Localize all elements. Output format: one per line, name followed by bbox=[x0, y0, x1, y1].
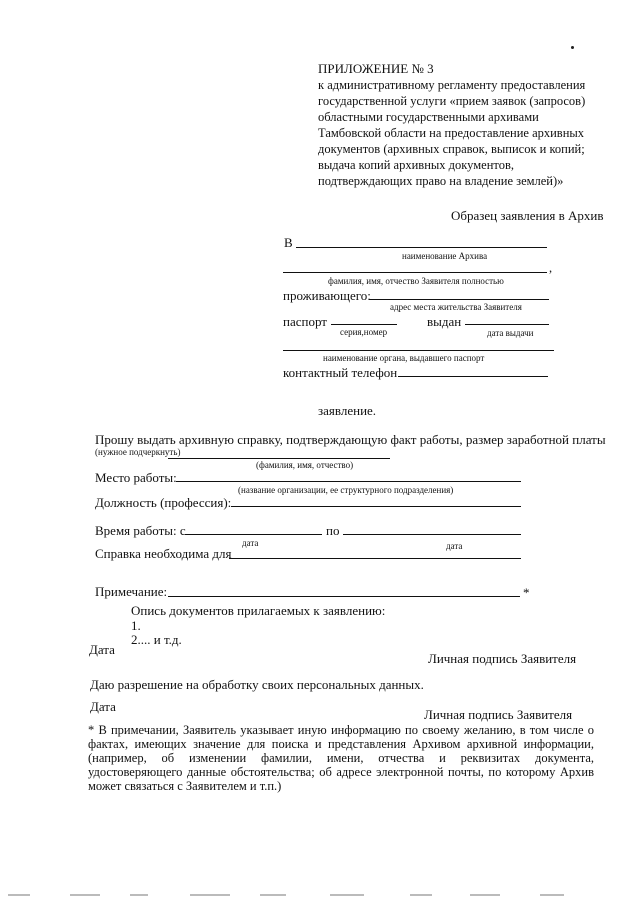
workplace-line bbox=[176, 481, 521, 482]
position-label: Должность (профессия): bbox=[95, 495, 232, 510]
work-end-line bbox=[343, 534, 521, 535]
remark-star: * bbox=[523, 585, 530, 600]
remark-label: Примечание: bbox=[95, 584, 168, 599]
date-caption-to: дата bbox=[446, 541, 463, 551]
appendix-title: ПРИЛОЖЕНИЕ № 3 bbox=[318, 61, 434, 76]
attachment-item: 1. bbox=[131, 618, 141, 633]
header-line: государственной услуги «прием заявок (запросов) bbox=[318, 94, 586, 108]
scan-artifact bbox=[540, 894, 564, 896]
sample-label: Образец заявления в Архив bbox=[451, 208, 604, 223]
phone-label: контактный телефон bbox=[283, 365, 398, 380]
fio-caption: (фамилия, имя, отчество) bbox=[256, 460, 354, 470]
issuer-caption: наименование органа, выдавшего паспорт bbox=[323, 353, 485, 363]
passport-label: паспорт bbox=[283, 314, 327, 329]
phone-line bbox=[398, 376, 548, 377]
scan-artifact bbox=[260, 894, 286, 896]
purpose-label: Справка необходима для bbox=[95, 546, 232, 561]
purpose-line bbox=[229, 558, 521, 559]
applicant-name-line bbox=[283, 272, 547, 273]
scan-artifact bbox=[410, 894, 432, 896]
header-line: выдача копий архивных документов, bbox=[318, 158, 514, 172]
issued-label: выдан bbox=[427, 314, 462, 329]
scan-artifact bbox=[8, 894, 30, 896]
position-line bbox=[231, 506, 521, 507]
scan-artifact bbox=[330, 894, 364, 896]
date-caption-from: дата bbox=[242, 538, 259, 548]
header-line: к административному регламенту предоставления bbox=[318, 78, 586, 92]
remark-line bbox=[168, 596, 520, 597]
scan-speck bbox=[571, 46, 574, 49]
footnote-text: * В примечании, Заявитель указывает иную информацию по своему желанию, в том числе о фактах, имеющих значение для поиска и представления Архивом архивной информации, (например, об изменении фамилии, имени, отчества и реквизитах документа, удостоверяющего данные обстоятельства; об адресе электронной почты, по которому Архив может связаться с Заявителем и т.п.) bbox=[88, 723, 594, 793]
to-label: по bbox=[326, 523, 340, 538]
address-caption: адрес места жительства Заявителя bbox=[390, 302, 522, 312]
comma: , bbox=[549, 261, 553, 275]
date-label: Дата bbox=[90, 699, 116, 714]
signature-label: Личная подпись Заявителя bbox=[428, 651, 577, 666]
underline-hint: (нужное подчеркнуть) bbox=[95, 447, 181, 457]
passport-number-line bbox=[331, 324, 397, 325]
residing-label: проживающего: bbox=[283, 288, 371, 303]
header-line: Тамбовской области на предоставление архивных bbox=[318, 126, 585, 140]
series-caption: серия,номер bbox=[340, 327, 388, 337]
header-line: документов (архивных справок, выписок и копий; bbox=[318, 142, 585, 156]
issue-date-line bbox=[465, 324, 549, 325]
scan-artifact bbox=[130, 894, 148, 896]
archive-caption: наименование Архива bbox=[402, 251, 488, 261]
to-prefix: В bbox=[284, 235, 293, 250]
applicant-name-caption: фамилия, имя, отчество Заявителя полностью bbox=[328, 276, 504, 286]
footnote bbox=[88, 723, 594, 793]
scan-artifact bbox=[70, 894, 100, 896]
archive-name-line bbox=[296, 247, 547, 248]
fio-line bbox=[168, 458, 390, 459]
request-text: Прошу выдать архивную справку, подтверждающую факт работы, размер заработной платы bbox=[95, 432, 606, 447]
org-caption: (название организации, ее структурного подразделения) bbox=[238, 485, 454, 495]
signature-label: Личная подпись Заявителя bbox=[424, 707, 573, 722]
scan-artifact bbox=[470, 894, 500, 896]
attachment-item: 2.... и т.д. bbox=[131, 632, 182, 647]
attachments-label: Опись документов прилагаемых к заявлению: bbox=[131, 603, 386, 618]
issue-date-caption: дата выдачи bbox=[487, 328, 534, 338]
consent-text: Даю разрешение на обработку своих персональных данных. bbox=[90, 677, 424, 692]
header-line: подтверждающих право на владение землей)» bbox=[318, 174, 564, 188]
scan-artifact bbox=[190, 894, 230, 896]
issuer-line bbox=[283, 350, 554, 351]
date-label: Дата bbox=[89, 642, 115, 657]
work-period-label: Время работы: с bbox=[95, 523, 186, 538]
document-title: заявление. bbox=[318, 403, 377, 418]
header-line: областными государственными архивами bbox=[318, 110, 539, 124]
address-line bbox=[369, 299, 549, 300]
work-start-line bbox=[185, 534, 322, 535]
workplace-label: Место работы: bbox=[95, 470, 177, 485]
